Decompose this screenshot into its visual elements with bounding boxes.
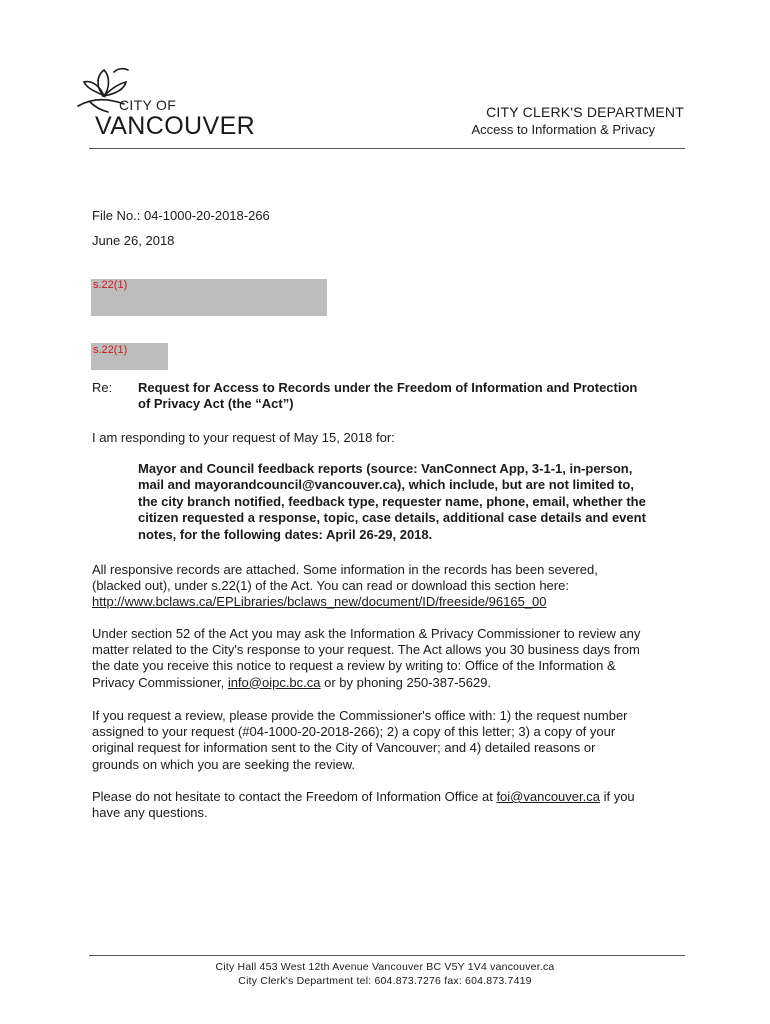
- paragraph-provide: [92, 708, 692, 773]
- subject-line: of Privacy Act (the “Act”): [138, 396, 294, 411]
- request-line: Mayor and Council feedback reports (source: VanConnect App, 3-1-1, in-person,: [138, 461, 633, 476]
- redaction-label: s.22(1): [93, 344, 128, 356]
- foi-email-link[interactable]: foi@vancouver.ca: [496, 789, 600, 804]
- request-description: [138, 461, 698, 543]
- paragraph-review: [92, 626, 692, 691]
- department-name: CITY CLERK'S DEPARTMENT: [486, 104, 684, 120]
- paragraph-line: have any questions.: [92, 805, 208, 821]
- request-line: citizen requested a response, topic, case details, additional case details and event: [138, 510, 646, 526]
- paragraph-line: grounds on which you are seeking the review.: [92, 756, 356, 772]
- paragraph-text: or by phoning 250-387-5629.: [320, 674, 492, 690]
- paragraph-line: matter related to the City's response to your request. The Act allows you 30 business days from: [92, 642, 640, 658]
- request-line: notes, for the following dates: April 26-29, 2018.: [138, 526, 433, 542]
- footer-address: City Hall 453 West 12th Avenue Vancouver BC V5Y 1V4 vancouver.ca: [215, 961, 555, 973]
- paragraph-text: if you: [599, 789, 635, 804]
- request-line: the city branch notified, feedback type, requester name, phone, email, whether the: [138, 493, 646, 509]
- request-line: mail and mayorandcouncil@vancouver.ca), which include, but are not limited to,: [138, 477, 634, 493]
- paragraph-line: assigned to your request (#04-1000-20-2018-266); 2) a copy of this letter; 3) a copy of your: [92, 724, 616, 740]
- paragraph-line: Under section 52 of the Act you may ask the Information & Privacy Commissioner to review any: [92, 626, 641, 641]
- footer-contact: City Clerk's Department tel: 604.873.7276 fax: 604.873.7419: [238, 975, 532, 987]
- paragraph-line: If you request a review, please provide the Commissioner's office with: 1) the request number: [92, 708, 628, 723]
- redaction-label: s.22(1): [93, 279, 128, 291]
- bclaws-link[interactable]: http://www.bclaws.ca/EPLibraries/bclaws_new/document/ID/freeside/96165_00: [92, 594, 547, 610]
- department-subtitle: Access to Information & Privacy: [471, 122, 655, 137]
- intro-text: I am responding to your request of May 15, 2018 for:: [92, 430, 395, 445]
- logo-city-of-text: CITY OF: [119, 97, 177, 113]
- paragraph-text: Please do not hesitate to contact the Freedom of Information Office at: [92, 789, 497, 804]
- file-number: File No.: 04-1000-20-2018-266: [92, 208, 270, 223]
- footer-divider: [89, 955, 685, 956]
- header-divider: [89, 148, 685, 149]
- paragraph-line: original request for information sent to the City of Vancouver; and 4) detailed reasons or: [92, 740, 596, 756]
- paragraph-records: [92, 562, 692, 611]
- paragraph-contact: [92, 789, 692, 821]
- subject-title: [138, 380, 637, 412]
- logo-vancouver-text: VANCOUVER: [95, 112, 256, 140]
- paragraph-line: All responsive records are attached. Some information in the records has been severed,: [92, 562, 598, 577]
- paragraph-text: Privacy Commissioner,: [92, 674, 228, 690]
- letter-date: June 26, 2018: [92, 233, 175, 248]
- subject-line: Request for Access to Records under the Freedom of Information and Protection: [138, 380, 638, 395]
- oipc-email-link[interactable]: info@oipc.bc.ca: [227, 674, 321, 690]
- paragraph-line: (blacked out), under s.22(1) of the Act. You can read or download this section here:: [92, 578, 569, 594]
- paragraph-line: the date you receive this notice to request a review by writing to: Office of the Information &: [92, 658, 616, 674]
- subject-label: Re:: [92, 380, 113, 395]
